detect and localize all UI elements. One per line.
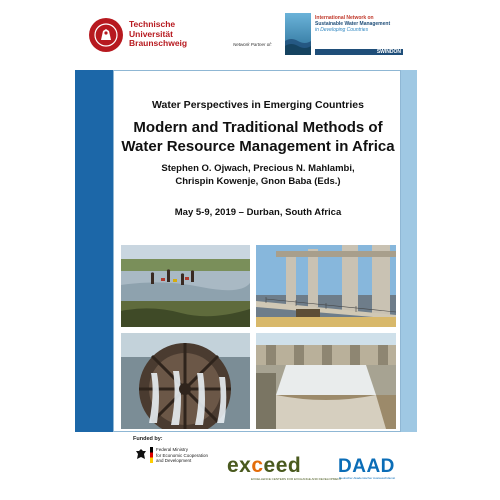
tu-braunschweig-name: Technische Universität Braunschweig xyxy=(129,19,188,48)
exceed-c: c xyxy=(251,454,264,477)
german-flag-icon xyxy=(150,447,153,463)
photo-dam xyxy=(256,245,396,327)
photo-water-wheel xyxy=(121,333,250,429)
exceed-subtitle: EXCELLENCE CENTERS FOR EXCHANGE AND DEVELOPMENT xyxy=(251,477,342,481)
inwm-image-icon xyxy=(285,13,311,55)
series-title: Water Perspectives in Emerging Countries xyxy=(151,99,364,111)
bmz-line-2: for Economic Cooperation xyxy=(156,452,209,458)
editors xyxy=(114,162,402,188)
funded-by-label: Funded by: xyxy=(133,436,163,442)
book-title-line-1: Modern and Traditional Methods of xyxy=(133,119,383,136)
title-panel xyxy=(113,70,401,432)
funders-footer xyxy=(75,432,417,489)
swindon-label: SWINDON xyxy=(376,49,401,55)
exceed-post: eed xyxy=(263,454,302,477)
daad-subtitle: Deutscher Akademischer Austauschdienst xyxy=(339,476,396,480)
network-partner-label: Network Partner of: xyxy=(233,42,272,47)
inwm-text xyxy=(315,15,403,33)
bmz-text xyxy=(156,447,226,464)
federal-eagle-icon xyxy=(135,448,147,462)
photo-weir xyxy=(256,333,396,429)
book-title xyxy=(114,118,402,156)
daad-logo: DAAD xyxy=(338,456,395,477)
swindon-bar xyxy=(315,49,403,55)
bmz-line-3: and Development xyxy=(156,458,192,463)
event-date-location: May 5-9, 2019 – Durban, South Africa xyxy=(174,207,342,218)
inwm-line-2: Sustainable Water Management xyxy=(315,21,391,27)
tu-braunschweig-seal-icon xyxy=(89,18,123,52)
cover-header xyxy=(75,12,417,70)
inwm-line-1: International Network on xyxy=(315,15,374,21)
book-cover xyxy=(75,12,417,489)
inwm-line-3: in Developing Countries xyxy=(315,27,369,33)
editors-line-2: Chrispin Kowenje, Gnon Baba (Eds.) xyxy=(175,176,341,187)
editors-line-1: Stephen O. Ojwach, Precious N. Mahlambi, xyxy=(161,163,355,174)
exceed-pre: ex xyxy=(227,454,252,477)
exceed-logo xyxy=(227,454,301,478)
inwm-logo xyxy=(285,13,403,55)
photo-river-people xyxy=(121,245,250,327)
book-title-line-2: Water Resource Management in Africa xyxy=(121,138,395,155)
side-color-bar xyxy=(75,70,113,432)
bmz-line-1: Federal Ministry xyxy=(156,447,189,452)
